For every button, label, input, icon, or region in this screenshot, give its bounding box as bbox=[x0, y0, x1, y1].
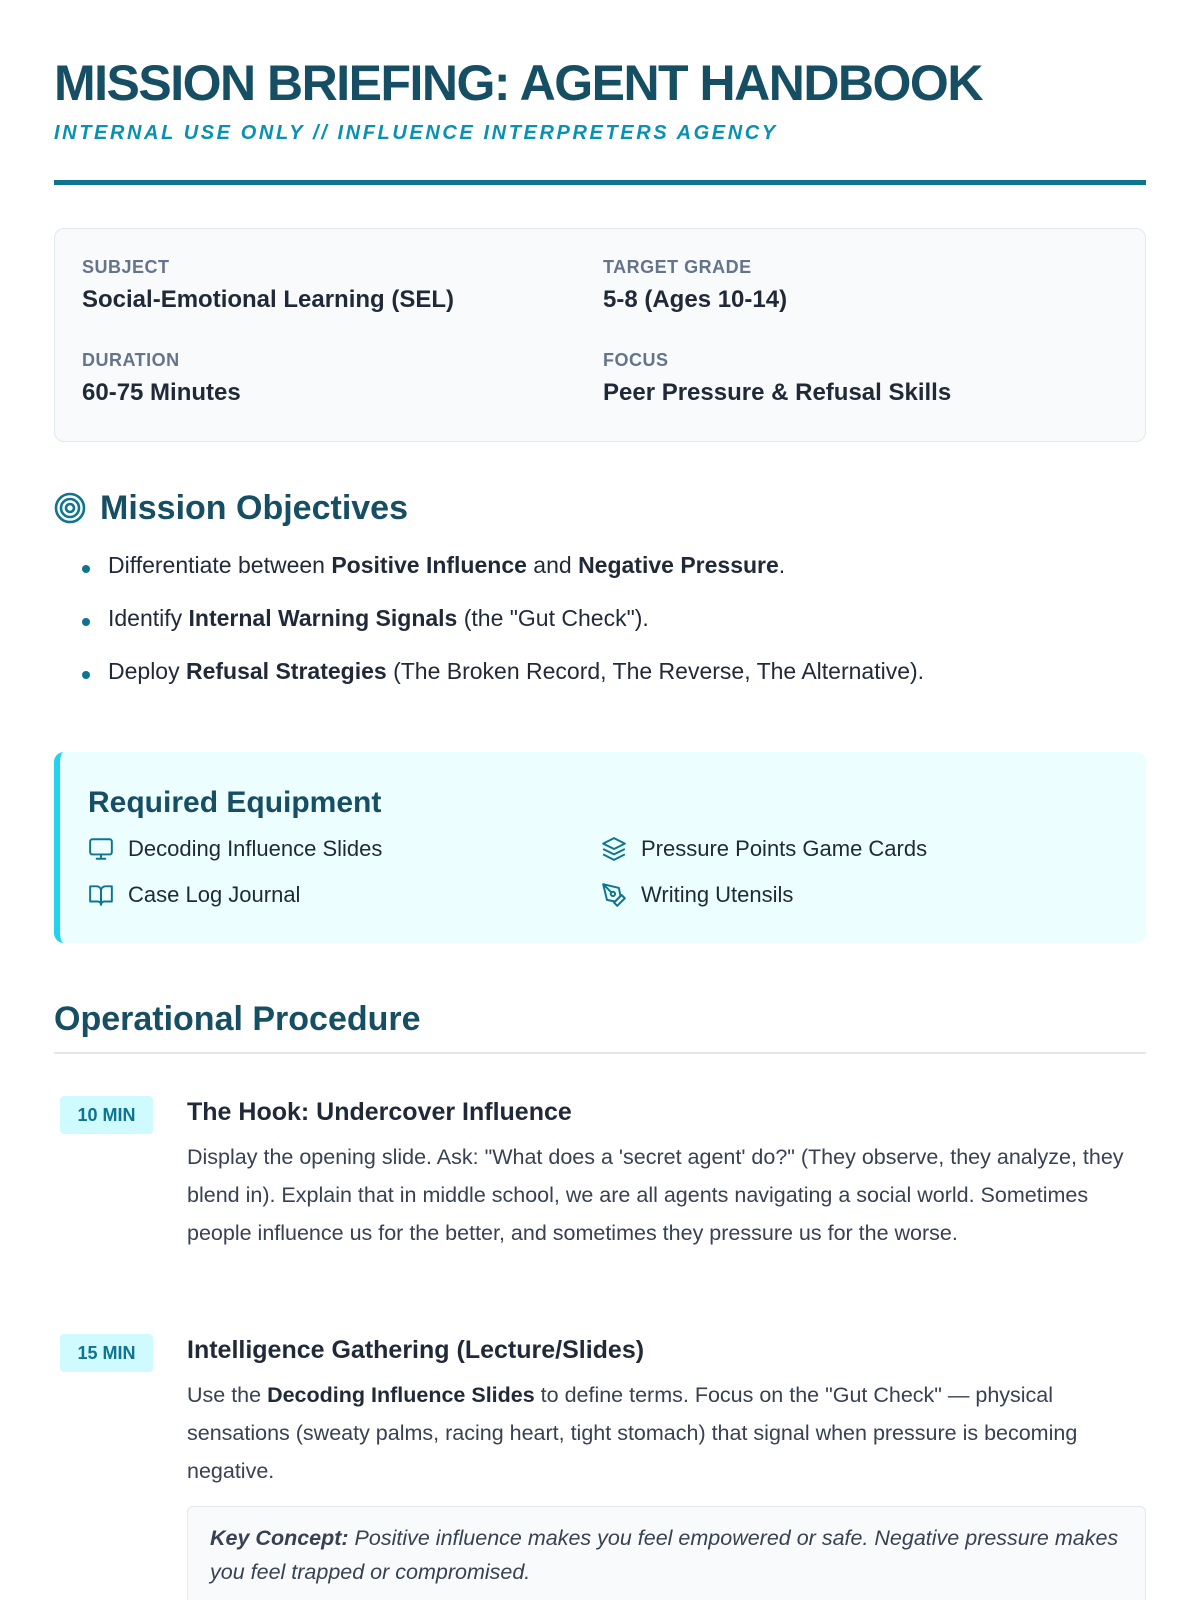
equipment-callout bbox=[54, 752, 1146, 943]
step-title: Intelligence Gathering (Lecture/Slides) bbox=[187, 1336, 645, 1364]
objective-item: Differentiate between Positive Influence and Negative Pressure. bbox=[80, 552, 1140, 605]
equipment-label: Writing Utensils bbox=[641, 882, 794, 907]
equipment-label: Decoding Influence Slides bbox=[128, 836, 383, 861]
lesson-info-card bbox=[54, 228, 1146, 442]
equipment-item bbox=[601, 836, 927, 862]
duration-label: DURATION bbox=[82, 350, 180, 370]
subject-label: SUBJECT bbox=[82, 257, 170, 277]
objectives-list bbox=[80, 552, 1140, 711]
step-description: Use the Decoding Influence Slides to define terms. Focus on the "Gut Check" — physical sensations (sweaty palms, racing heart, tight stomach) that signal when pressure is becoming negative. bbox=[187, 1383, 1078, 1483]
procedure-divider bbox=[54, 1052, 1146, 1054]
target-grade-info bbox=[603, 257, 787, 314]
duration-value: 60-75 Minutes bbox=[82, 379, 241, 406]
focus-info bbox=[603, 350, 951, 407]
target-icon bbox=[54, 492, 86, 524]
procedure-title: Operational Procedure bbox=[54, 1000, 421, 1038]
objectives-title: Mission Objectives bbox=[100, 488, 408, 527]
target-grade-value: 5-8 (Ages 10-14) bbox=[603, 286, 788, 313]
key-concept-label: Key Concept: bbox=[210, 1526, 349, 1550]
equipment-label: Case Log Journal bbox=[128, 882, 301, 907]
focus-label: FOCUS bbox=[603, 350, 669, 370]
objective-item: Identify Internal Warning Signals (the "Gut Check"). bbox=[80, 605, 1140, 658]
book-icon bbox=[88, 882, 114, 908]
objectives-heading bbox=[54, 488, 408, 528]
duration-info bbox=[82, 350, 241, 407]
equipment-item bbox=[601, 882, 793, 908]
subject-info bbox=[82, 257, 454, 314]
focus-value: Peer Pressure & Refusal Skills bbox=[603, 379, 952, 406]
page-title: MISSION BRIEFING: AGENT HANDBOOK bbox=[54, 55, 982, 111]
equipment-item bbox=[88, 882, 300, 908]
step-title: The Hook: Undercover Influence bbox=[187, 1098, 572, 1126]
step-description: Display the opening slide. Ask: "What does a 'secret agent' do?" (They observe, they analyze, they blend in). Explain that in middle school, we are all agents navigating a social world. Sometimes people influence us for the better, and sometimes they pressure us for the worse. bbox=[187, 1145, 1124, 1245]
equipment-label: Pressure Points Game Cards bbox=[641, 836, 928, 861]
duration-badge: 10 MIN bbox=[60, 1096, 153, 1134]
pen-icon bbox=[601, 882, 627, 908]
key-concept-text: Positive influence makes you feel empowered or safe. Negative pressure makes you feel trapped or compromised. bbox=[210, 1526, 1119, 1584]
layers-icon bbox=[601, 836, 627, 862]
equipment-item bbox=[88, 836, 382, 862]
page-subtitle: INTERNAL USE ONLY // INFLUENCE INTERPRETERS AGENCY bbox=[54, 122, 778, 144]
objective-item: Deploy Refusal Strategies (The Broken Record, The Reverse, The Alternative). bbox=[80, 658, 1140, 711]
title-divider bbox=[54, 180, 1146, 185]
key-concept-box bbox=[187, 1506, 1146, 1600]
equipment-title: Required Equipment bbox=[88, 786, 382, 819]
duration-badge: 15 MIN bbox=[60, 1334, 153, 1372]
target-grade-label: TARGET GRADE bbox=[603, 257, 752, 277]
subject-value: Social-Emotional Learning (SEL) bbox=[82, 286, 455, 313]
presentation-icon bbox=[88, 836, 114, 862]
